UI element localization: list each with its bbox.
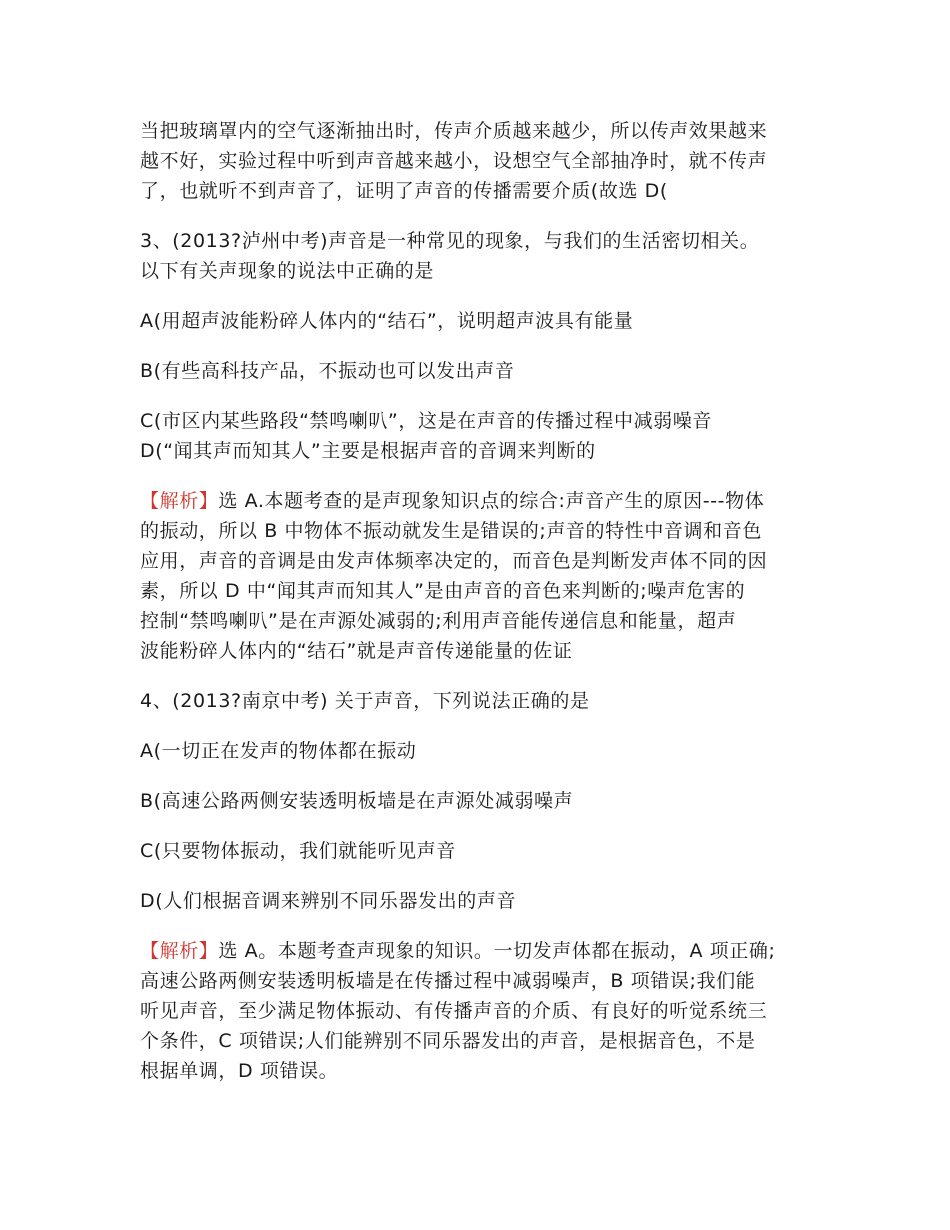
q4-analysis-tag: 【解析】 [140,940,219,962]
q3-analysis-line-6: 波能粉碎人体内的“结石”就是声音传递能量的佐证 [140,640,573,662]
q3-stem [140,226,820,286]
q3-option-d: D(“闻其声而知其人”主要是根据声音的音调来判断的 [140,440,596,462]
intro-line-2: 越不好，实验过程中听到声音越来越小，设想空气全部抽净时，就不传声 [140,150,768,172]
q3-options-cd [140,406,820,466]
q3-analysis-line-1 [140,486,820,516]
q4-analysis-line-1 [140,936,820,966]
q3-option-a: A(用超声波能粉碎人体内的“结石”，说明超声波具有能量 [140,310,634,332]
q3-analysis [140,486,820,666]
q3-analysis-first: 选 A.本题考查的是声现象知识点的综合:声音产生的原因---物体 [218,490,765,512]
q3-analysis-tag: 【解析】 [140,490,219,512]
q4-analysis-line-5: 根据单调，D 项错误。 [140,1060,339,1082]
q4-analysis [140,936,820,1086]
document-page [140,116,820,1086]
intro-line-3: 了，也就听不到声音了，证明了声音的传播需要介质(故选 D( [140,180,668,202]
q4-analysis-line-2: 高速公路两侧安装透明板墙是在传播过程中减弱噪声，B 项错误;我们能 [140,970,756,992]
q3-stem-line-1: 3、(2013?泸州中考)声音是一种常见的现象，与我们的生活密切相关。 [140,230,760,252]
intro-line-1: 当把玻璃罩内的空气逐渐抽出时，传声介质越来越少，所以传声效果越来 [140,120,768,142]
q3-analysis-line-4: 素，所以 D 中“闻其声而知其人”是由声音的音色来判断的;噪声危害的 [140,580,746,602]
q3-analysis-line-5: 控制“禁鸣喇叭”是在声源处减弱的;利用声音能传递信息和能量，超声 [140,610,737,632]
q3-option-b: B(有些高科技产品，不振动也可以发出声音 [140,360,515,382]
q4-analysis-line-4: 个条件，C 项错误;人们能辨别不同乐器发出的声音，是根据音色，不是 [140,1030,756,1052]
q3-option-c: C(市区内某些路段“禁鸣喇叭”，这是在声音的传播过程中减弱噪音 [140,410,712,432]
q4-option-d: D(人们根据音调来辨别不同乐器发出的声音 [140,890,517,912]
q4-option-c: C(只要物体振动，我们就能听见声音 [140,840,456,862]
q3-analysis-line-2: 的振动，所以 B 中物体不振动就发生是错误的;声音的特性中音调和音色 [140,520,762,542]
q4-option-b: B(高速公路两侧安装透明板墙是在声源处减弱噪声 [140,790,574,812]
q3-analysis-line-3: 应用，声音的音调是由发声体频率决定的，而音色是判断发声体不同的因 [140,550,768,572]
q4-option-a: A(一切正在发声的物体都在振动 [140,740,417,762]
q4-stem: 4、(2013?南京中考) 关于声音，下列说法正确的是 [140,690,590,712]
q4-analysis-line-3: 听见声音，至少满足物体振动、有传播声音的介质、有良好的听觉系统三 [140,1000,768,1022]
q4-analysis-first: 选 A。本题考查声现象的知识。一切发声体都在振动，A 项正确; [218,940,776,962]
q3-stem-line-2: 以下有关声现象的说法中正确的是 [140,260,435,282]
intro-paragraph [140,116,820,206]
